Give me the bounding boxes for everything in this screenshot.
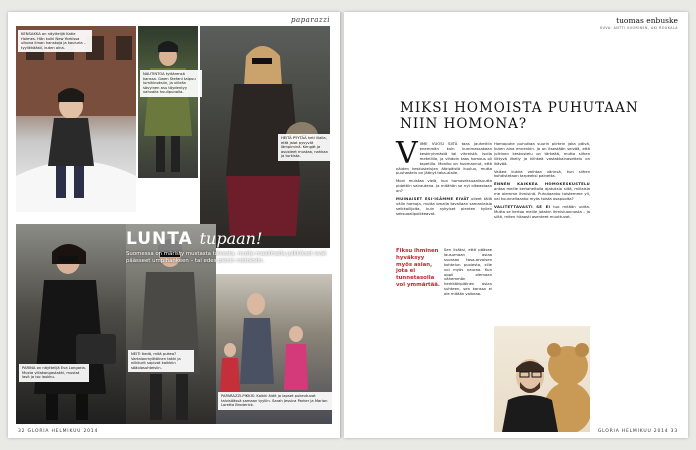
article-headline: MIKSI HOMOISTA PUHUTAAN NIIN HOMONA? bbox=[400, 100, 639, 132]
article-paragraph bbox=[494, 205, 590, 220]
article-paragraph: IIME VUOSI SIITÄ taas jauhettiin enemmän kuin kummassakaan keskiryhmästä tai vihreistä. Isolla meteliilla, ja vihdoin taas homous oli tapetilla. Moniko on huomannut, että näiden keskustelujen ääripäistä kuuluu, mutta puuhastelu on jäänyt taka-alalle. bbox=[396, 141, 492, 176]
drop-cap: V bbox=[396, 136, 418, 171]
photo-eva-longoria bbox=[16, 224, 126, 424]
caption-paparazzi-pikkis: PAPARAZZI-PIKKIS: Kaikki äidit ja lapset pukeutuvat talvisäässä samaan tyyliin. Sarah Jessica Parker ja Marion Loretta Broderick. bbox=[218, 392, 336, 410]
article-paragraph: Homopuhe puhuttaa suurin piirtein joka päivä, kuten aina ennenkin. Ja on itsestään selvää, että julkinen keskustelu on tärkeää, mutta siihen liittyvä ilkeily ja kiihkeä vastakkainasettelu on ikävää. bbox=[494, 141, 590, 166]
caption-eva-longoria: PARINA on näyttelijä Eva Longoria. Musta villakangastakki, mustat lasit ja iso laukku. bbox=[19, 364, 89, 382]
green-jacket-illustration bbox=[138, 26, 198, 178]
section-label: paparazzi bbox=[291, 16, 330, 24]
banner-title-word: LUNTA bbox=[126, 229, 193, 249]
left-page bbox=[8, 12, 340, 438]
article-paragraph: Valkea kukka vaihtaa värinsä, kun siihen kohdistetaan tarpeeksi painetta. bbox=[494, 168, 590, 179]
article-paragraph bbox=[494, 182, 590, 202]
author-credit: KUVA: ANTTI VUORINEN, AKI ROUKALA bbox=[600, 26, 678, 30]
article-text: antaa meille kertaheitolla ajatuksia siitä, millaisia me olemme ihmisinä. Puhutaanko toistemme yli, vai kuunnellaanko myös toista osapuolta? bbox=[494, 186, 590, 202]
caption-gwen-stefani: NAUTINTOA tyttärensä kanssa. Gwen Stefani taipuu lumikinoksiin, ja viileän sävyinen asu täydentyy vahvalla huulipunalla. bbox=[140, 70, 202, 97]
black-coat-illustration bbox=[16, 224, 126, 424]
article-paragraph: Sen lisäksi, että pääsee lausumaan asiaa suoraan tasa-arvoisen kohtelun puolesta, sille voi myös nauraa. Kun oppii olemaan vähemmän herkkähipiäinen asian suhteen, sen kanssa ei ole mitään vaikeaa. bbox=[444, 247, 492, 297]
article-column-2 bbox=[494, 142, 590, 223]
banner-title-italic: tupaan! bbox=[199, 229, 263, 248]
article-column-1 bbox=[396, 136, 492, 220]
article-subhead: VALITETTAVASTI SE EI bbox=[494, 203, 551, 209]
photo-katie-holmes bbox=[16, 26, 136, 212]
article-text: olleet tällä välin homoja, mutta omalla tavallaan samanlaisia seikkailijoita, kuin nykyiset pienten kylien seksuaalipoikkeavat. bbox=[396, 196, 492, 216]
caption-fur-coat: HEITÄ PYYTÄÄ heti illalla, että jalat pysyvät lämpiminä. Kengät ja asusteet mustaa, nahkaa ja turkista. bbox=[278, 134, 334, 161]
right-page bbox=[344, 12, 688, 438]
article-subhead: MUINAISET ESI-ISÄMME EIVÄT bbox=[396, 196, 470, 202]
page-folio-right: GLORIA HELMIKUU 2014 33 bbox=[597, 429, 678, 434]
caption-grey-coat: NEITI tiedä, mitä pukea? Vartalonmyötäinen takki ja nilkkurit sopivat kaikkiin sääolosuhteisiin. bbox=[128, 350, 194, 372]
caption-katie-holmes: KENSAKKA on näyttelijä Katie Holmes. Hän kulki New Yorkissa ulkona ilman hanskoja ja kauluria – tyylikkäästi, kuten aina. bbox=[18, 30, 92, 52]
article-paragraph bbox=[396, 197, 492, 217]
feature-banner bbox=[126, 230, 338, 276]
snow-street-illustration bbox=[16, 26, 136, 212]
column-author bbox=[600, 16, 678, 30]
article-column-1-lower bbox=[444, 248, 492, 300]
page-folio-left: 32 GLORIA HELMIKUU 2014 bbox=[18, 429, 99, 434]
pull-quote: Fiksu ihminen hyväksyy myös asian, jota ei tunnetasolla voi ymmärtää. bbox=[396, 248, 440, 288]
article-subhead: ENNEN KAIKKEA HOMOKESKUSTELU bbox=[494, 181, 590, 187]
banner-title bbox=[126, 230, 338, 248]
author-portrait bbox=[494, 326, 590, 432]
article-text: tuo mitään uutta. Mutta se kertoo meille jotakin ihmisluonnosta – ja siitä, miten hitaasti asenteet muuttuvat. bbox=[494, 203, 591, 219]
author-with-teddy-bear-illustration bbox=[494, 326, 590, 432]
author-name: tuomas enbuske bbox=[616, 16, 678, 25]
banner-subtitle: Suomessa on märisty mustasta talvesta, mutta maailmalla julkkikset ovat päässeet umpihankeen – tai edes pienin nietoksiin. bbox=[126, 251, 327, 264]
photo-gwen-stefani bbox=[138, 26, 198, 178]
article-paragraph: Moni muistaa vielä, kun homoseksuaalisuutta pidettiin sairautena. Ja mitähän se nyt oikeastaan on? bbox=[396, 178, 492, 194]
